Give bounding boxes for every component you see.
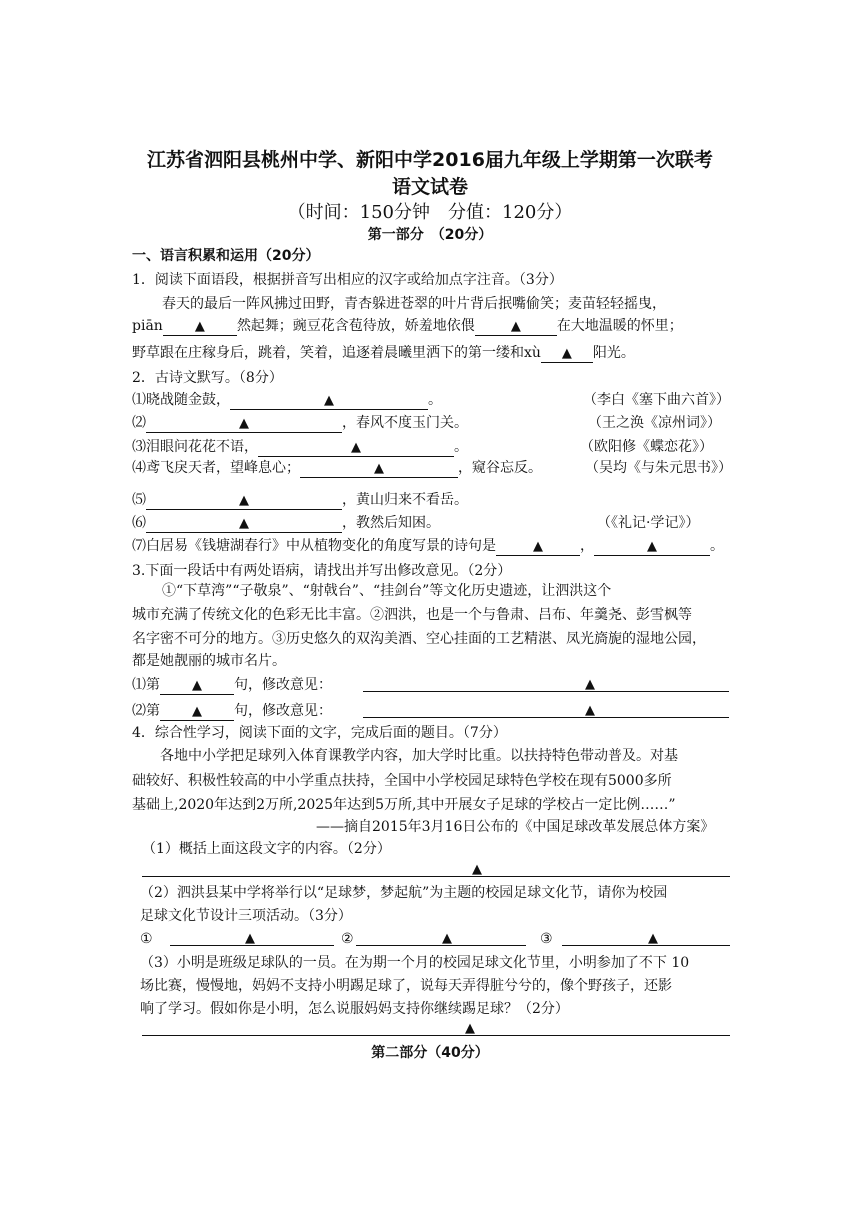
q1-text-line2: piān ▲ 然起舞；豌豆花含苞待放，娇羞地依偎 ▲ 在大地温暖的怀里； [132, 318, 683, 334]
q4-answer-line3[interactable] [142, 1035, 730, 1036]
answer-blank[interactable]: ▲ [300, 460, 458, 478]
answer-blank[interactable]: ▲ [146, 415, 342, 433]
activity-2-label: ② [341, 931, 354, 947]
time-score-info: （时间：150分钟 分值：120分） [287, 202, 573, 223]
q3-passage-line2: 城市充满了传统文化的色彩无比丰富。②泗洪，也是一个与鲁肃、吕布、年羹尧、彭雪枫等 [132, 607, 692, 623]
q4-passage-line2: 础较好、积极性较高的中小学重点扶持，全国中小学校园足球特色学校在现有5000多所 [132, 773, 672, 789]
answer-blank[interactable]: ▲ [146, 515, 342, 533]
answer-marker: ▲ [472, 862, 482, 877]
q1-text-line1: 春天的最后一阵风拂过田野，青杏躲进苍翠的叶片背后抿嘴偷笑；麦苗轻轻摇曳， [162, 296, 666, 312]
q1-prompt: 1．阅读下面语段，根据拼音写出相应的汉字或给加点字注音。（3分） [132, 272, 563, 288]
answer-marker: ▲ [465, 1021, 475, 1036]
q2-source6: （《礼记·学记》） [597, 515, 700, 531]
answer-blank[interactable]: ▲ [496, 538, 580, 556]
q2-line3: ⑶泪眼问花花不语， ▲ 。 [132, 439, 468, 455]
exam-title-line1: 江苏省泗阳县桃州中学、新阳中学2016届九年级上学期第一次联考 [147, 149, 713, 171]
q4-passage-line3: 基础上,2020年达到2万所,2025年达到5万所,其中开展女子足球的学校占一定比例……” [132, 797, 676, 813]
answer-marker: ▲ [245, 931, 255, 946]
q2-line6: ⑹ ▲ ，教然后知困。 [132, 515, 440, 531]
activity-2-blank[interactable] [356, 945, 526, 946]
pinyin-pian: piān [132, 318, 163, 334]
q3-passage-line3: 名字密不可分的地方。③历史悠久的双沟美酒、空心挂面的工艺精湛、凤光旖旎的湿地公园， [132, 631, 706, 647]
answer-blank[interactable]: ▲ [594, 538, 710, 556]
q2-line4: ⑷鸢飞戾天者，望峰息心； ▲ ，窥谷忘反。 [132, 460, 542, 476]
answer-blank[interactable]: ▲ [541, 345, 593, 363]
answer-marker: ▲ [585, 677, 595, 692]
answer-marker: ▲ [442, 931, 452, 946]
q4-sub2-line1: （2）泗洪县某中学将举行以“足球梦，梦起航”为主题的校园足球文化节，请你为校园 [140, 885, 668, 901]
q4-passage-line1: 各地中小学把足球列入体育课教学内容，加大学时比重。以扶持特色带动普及。对基 [160, 748, 678, 764]
q3-answer1: ⑴第 ▲ 句，修改意见： [132, 677, 332, 693]
section1-heading: 一、语言积累和运用（20分） [132, 248, 320, 264]
q4-answer-line1[interactable] [142, 876, 730, 877]
q4-sub3-line2: 场比赛，慢慢地，妈妈不支持小明踢足球了，说每天弄得脏兮兮的，像个野孩子，还影 [140, 978, 672, 994]
answer-marker: ▲ [648, 931, 658, 946]
activity-1-label: ① [140, 931, 153, 947]
q4-sub3-line3: 响了学习。假如你是小明，怎么说服妈妈支持你继续踢足球？（2分） [140, 1001, 569, 1017]
part2-heading: 第二部分（40分） [371, 1045, 489, 1061]
q3-revision-line2[interactable] [363, 717, 729, 718]
q4-sub2-line2: 足球文化节设计三项活动。（3分） [140, 908, 352, 924]
answer-blank[interactable]: ▲ [146, 492, 342, 510]
q3-passage-line4: 都是她靓丽的城市名片。 [132, 653, 286, 669]
sentence-number-blank[interactable]: ▲ [160, 677, 234, 695]
activity-3-blank[interactable] [562, 945, 730, 946]
q2-prompt: 2．古诗文默写。（8分） [132, 370, 283, 386]
q2-line7: ⑺白居易《钱塘湖春行》中从植物变化的角度写景的诗句是 ▲ ， ▲ 。 [132, 538, 724, 554]
q2-line5: ⑸ ▲ ，黄山归来不看岳。 [132, 492, 468, 508]
q4-prompt: 4．综合性学习，阅读下面的文字，完成后面的题目。（7分） [132, 725, 507, 741]
q4-sub3-line1: （3）小明是班级足球队的一员。在为期一个月的校园足球文化节里，小明参加了不下 10 [140, 955, 690, 971]
q2-source2: （王之涣《凉州词》） [588, 415, 721, 431]
q2-line1: ⑴晓战随金鼓， ▲ 。 [132, 392, 442, 408]
part1-heading: 第一部分 （20分） [367, 227, 493, 243]
exam-title-line2: 语文试卷 [391, 176, 468, 198]
q3-answer2: ⑵第 ▲ 句，修改意见： [132, 703, 332, 719]
q3-prompt: 3.下面一段话中有两处语病，请找出并写出修改意见。（2分） [132, 563, 512, 579]
q3-revision-line1[interactable] [363, 691, 729, 692]
q4-source: ——摘自2015年3月16日公布的《中国足球改革发展总体方案》 [316, 819, 715, 835]
sentence-number-blank[interactable]: ▲ [160, 703, 234, 721]
q2-source4: （吴均《与朱元思书》） [585, 460, 732, 476]
q2-source1: （李白《塞下曲六首》） [583, 392, 730, 408]
answer-blank[interactable]: ▲ [475, 318, 557, 336]
answer-blank[interactable]: ▲ [163, 318, 237, 336]
answer-marker: ▲ [585, 703, 595, 718]
answer-blank[interactable]: ▲ [230, 392, 428, 410]
activity-3-label: ③ [540, 931, 553, 947]
q2-line2: ⑵ ▲ ，春风不度玉门关。 [132, 415, 468, 431]
answer-blank[interactable]: ▲ [258, 439, 454, 457]
q3-passage-line1: ①“下草湾”“子敬泉”、“射戟台”、“挂剑台”等文化历史遗迹，让泗洪这个 [162, 583, 612, 599]
q2-source3: （欧阳修《蝶恋花》） [580, 439, 713, 455]
q1-text-line3: 野草跟在庄稼身后，跳着，笑着，追逐着晨曦里洒下的第一缕和xù ▲ 阳光。 [132, 345, 635, 361]
q4-sub1: （1）概括上面这段文字的内容。（2分） [142, 841, 391, 857]
